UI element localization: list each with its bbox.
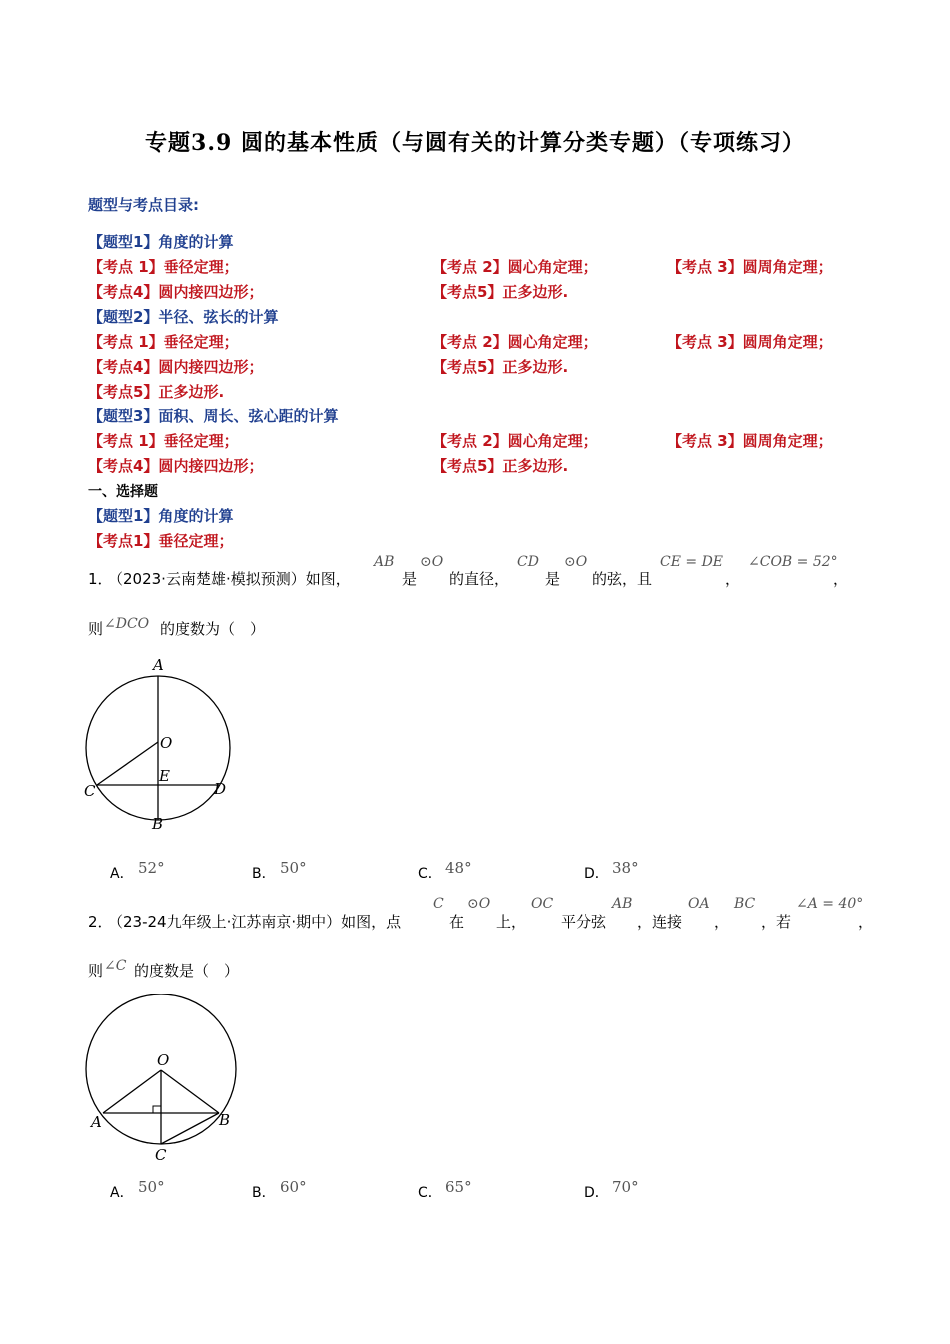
q2-option-d-value[interactable]: 70° xyxy=(612,1178,639,1196)
q2-option-c-label: C． xyxy=(418,1185,442,1201)
toc-type-2: 【题型2】半径、弦长的计算 xyxy=(88,308,279,326)
q2-text-shang: 上， xyxy=(496,913,527,931)
q2-label-c: C xyxy=(155,1146,167,1164)
q2-number: 2． xyxy=(88,913,113,931)
toc-type2-point-6: 【考点5】正多边形. xyxy=(88,383,225,401)
toc-type2-point-3: 【考点 3】圆周角定理； xyxy=(667,333,833,351)
q2-option-d-label: D． xyxy=(584,1185,609,1201)
toc-type2-point-5: 【考点5】正多边形. xyxy=(432,358,569,376)
q2-line2-rest: 的度数是（ ） xyxy=(134,962,240,980)
q1-text-chord: 的弦，且 xyxy=(592,570,653,588)
q1-text-diameter: 的直径， xyxy=(449,570,510,588)
toc-type2-point-1: 【考点 1】垂径定理； xyxy=(88,333,239,351)
q1-segment-co xyxy=(97,742,158,785)
q1-math-circle-o: ⊙O xyxy=(420,554,444,570)
section-point: 【考点1】垂径定理； xyxy=(88,532,234,550)
toc-type3-point-5: 【考点5】正多边形. xyxy=(432,457,569,475)
q1-option-c-label: C． xyxy=(418,866,442,882)
toc-type1-point-3: 【考点 3】圆周角定理； xyxy=(667,258,833,276)
toc-type2-point-2: 【考点 2】圆心角定理； xyxy=(432,333,598,351)
q2-option-c-value[interactable]: 65° xyxy=(445,1178,472,1196)
q2-figure xyxy=(80,994,244,1164)
q2-line2-ze: 则 xyxy=(88,962,104,980)
q2-math-ab: AB xyxy=(612,896,633,912)
q2-math-angle-a: ∠A = 40° xyxy=(796,896,864,912)
q2-option-b-label: B． xyxy=(252,1185,276,1201)
toc-type1-point-2: 【考点 2】圆心角定理； xyxy=(432,258,598,276)
q1-line2-ze: 则 xyxy=(88,620,104,638)
q1-source: （2023·云南楚雄·模拟预测）如图， xyxy=(108,570,351,588)
toc-heading: 题型与考点目录: xyxy=(88,196,199,214)
q1-label-o: O xyxy=(160,734,173,752)
q2-label-a: A xyxy=(91,1113,102,1131)
toc-type1-point-4: 【考点4】圆内接四边形； xyxy=(88,283,264,301)
toc-type3-point-2: 【考点 2】圆心角定理； xyxy=(432,432,598,450)
toc-type1-point-5: 【考点5】正多边形. xyxy=(432,283,569,301)
section-type: 【题型1】角度的计算 xyxy=(88,507,234,525)
q2-math-oa: OA xyxy=(688,896,710,912)
q1-option-d-label: D． xyxy=(584,866,609,882)
q2-text-zai: 在 xyxy=(449,913,465,931)
q2-right-angle-mark xyxy=(153,1106,161,1113)
q1-line2-rest: 的度数为（ ） xyxy=(160,620,266,638)
toc-type1-point-1: 【考点 1】垂径定理； xyxy=(88,258,239,276)
q2-segment-bc xyxy=(161,1113,219,1144)
toc-type-1: 【题型1】角度的计算 xyxy=(88,233,234,251)
q1-option-c-value[interactable]: 48° xyxy=(445,859,472,877)
q2-math-angle-c: ∠C xyxy=(104,958,127,974)
page-title: 专题3.9 圆的基本性质（与圆有关的计算分类专题）（专项练习） xyxy=(145,130,805,156)
q1-text-comma2: ， xyxy=(833,570,849,588)
q1-math-cd: CD xyxy=(517,554,539,570)
q1-label-b: B xyxy=(152,815,164,833)
q1-label-d: D xyxy=(214,780,227,798)
q1-math-angle-dco: ∠DCO xyxy=(104,616,150,632)
q2-text-comma1: ， xyxy=(714,913,730,931)
toc-type3-point-3: 【考点 3】圆周角定理； xyxy=(667,432,833,450)
q2-math-oc: OC xyxy=(531,896,554,912)
q1-figure xyxy=(80,652,240,834)
q1-text-shi2: 是 xyxy=(545,570,561,588)
q2-math-c: C xyxy=(433,896,444,912)
q2-text-bisect: 平分弦 xyxy=(561,913,607,931)
q1-option-b-value[interactable]: 50° xyxy=(280,859,307,877)
q2-math-bc: BC xyxy=(734,896,756,912)
q2-math-circle-o: ⊙O xyxy=(467,896,491,912)
q1-text-comma1: ， xyxy=(725,570,741,588)
q1-math-ab: AB xyxy=(374,554,395,570)
q1-label-a: A xyxy=(153,656,164,674)
q2-option-a-value[interactable]: 50° xyxy=(138,1178,165,1196)
q1-option-b-label: B． xyxy=(252,866,276,882)
q2-label-b: B xyxy=(219,1111,231,1129)
section-heading: 一、选择题 xyxy=(88,484,158,500)
q1-option-d-value[interactable]: 38° xyxy=(612,859,639,877)
q1-label-c: C xyxy=(84,782,96,800)
q1-option-a-label: A． xyxy=(110,866,134,882)
q2-segment-oa xyxy=(103,1070,161,1113)
q1-text-shi: 是 xyxy=(402,570,418,588)
q1-math-angle-cob: ∠COB = 52° xyxy=(748,554,838,570)
q2-text-connect: ，连接 xyxy=(637,913,683,931)
q2-label-o: O xyxy=(157,1051,170,1069)
q2-source: （23-24九年级上·江苏南京·期中）如图，点 xyxy=(108,913,402,931)
q1-option-a-value[interactable]: 52° xyxy=(138,859,165,877)
q1-number: 1． xyxy=(88,570,113,588)
toc-type3-point-4: 【考点4】圆内接四边形； xyxy=(88,457,264,475)
q2-option-a-label: A． xyxy=(110,1185,134,1201)
toc-type-3: 【题型3】面积、周长、弦心距的计算 xyxy=(88,407,339,425)
q2-option-b-value[interactable]: 60° xyxy=(280,1178,307,1196)
q1-label-e: E xyxy=(159,767,170,785)
q2-segment-ob xyxy=(161,1070,219,1113)
q2-text-if: ，若 xyxy=(761,913,792,931)
q1-math-ce-de: CE = DE xyxy=(660,554,724,570)
q2-text-comma2: ， xyxy=(858,913,874,931)
toc-type2-point-4: 【考点4】圆内接四边形； xyxy=(88,358,264,376)
q1-math-circle-o2: ⊙O xyxy=(564,554,588,570)
toc-type3-point-1: 【考点 1】垂径定理； xyxy=(88,432,239,450)
